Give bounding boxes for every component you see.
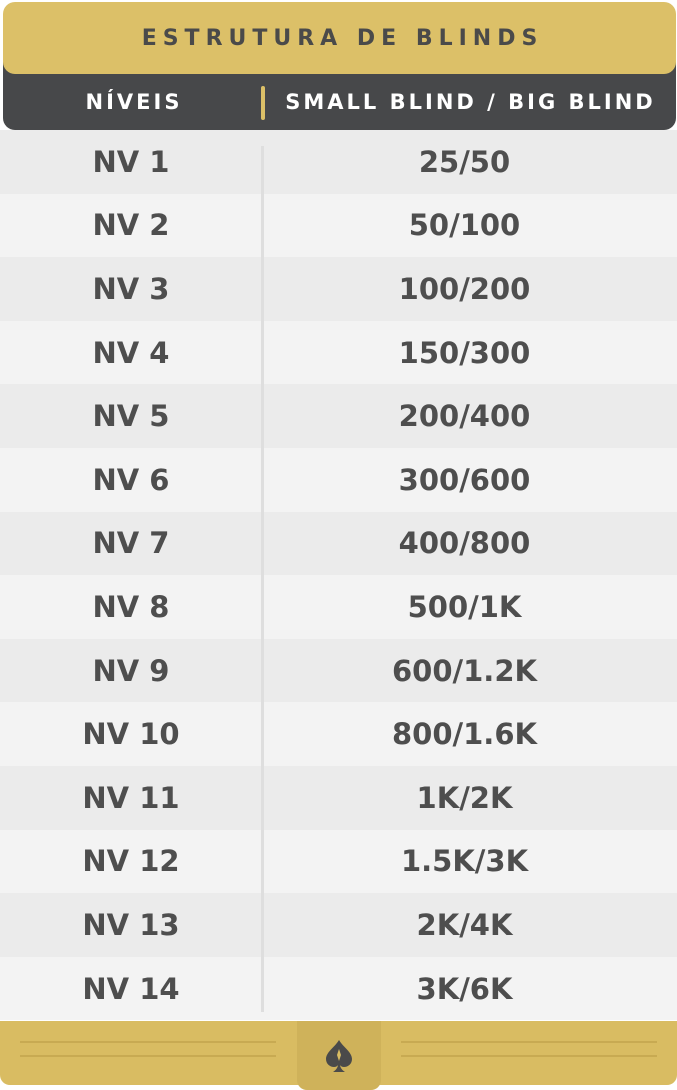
level-cell: NV 13 [82,907,180,942]
table-row [0,130,677,194]
blinds-cell: 2K/4K [416,907,513,942]
table-row [0,830,677,894]
page-title: ESTRUTURA DE BLINDS [141,25,544,51]
blinds-cell: 150/300 [398,335,531,370]
blinds-table [0,130,677,1020]
blinds-cell: 1K/2K [416,780,513,815]
table-row [0,957,677,1021]
level-cell: NV 14 [82,971,180,1006]
blinds-cell: 25/50 [418,144,511,179]
table-row [0,702,677,766]
table-row [0,639,677,703]
level-cell: NV 2 [92,208,170,243]
blinds-cell: 400/800 [398,526,531,561]
table-row [0,512,677,576]
level-cell: NV 1 [92,144,170,179]
level-cell: NV 8 [92,589,170,624]
blinds-cell: 600/1.2K [392,653,537,688]
level-cell: NV 6 [92,462,170,497]
table-row [0,893,677,957]
level-cell: NV 12 [82,844,180,879]
blinds-cell: 300/600 [398,462,531,497]
table-row [0,575,677,639]
level-cell: NV 4 [92,335,170,370]
table-row [0,321,677,385]
table-row [0,257,677,321]
blinds-cell: 500/1K [407,589,522,624]
spade-icon [324,1038,354,1074]
table-row [0,194,677,258]
footer-line [401,1055,657,1057]
footer-line [20,1055,276,1057]
footer-line [20,1041,276,1043]
table-row [0,448,677,512]
footer-badge [297,1021,381,1090]
level-cell: NV 7 [92,526,170,561]
column-header-blinds: SMALL BLIND / BIG BLIND [285,90,656,114]
blinds-cell: 1.5K/3K [400,844,529,879]
column-divider [261,146,264,1012]
level-cell: NV 3 [92,271,170,306]
column-header-levels: NÍVEIS [85,90,183,114]
blinds-cell: 3K/6K [416,971,513,1006]
blinds-cell: 200/400 [398,399,531,434]
title-bar [3,2,676,74]
level-cell: NV 9 [92,653,170,688]
blinds-cell: 100/200 [398,271,531,306]
blinds-cell: 800/1.6K [392,717,537,752]
table-row [0,384,677,448]
level-cell: NV 11 [82,780,180,815]
footer-line [401,1041,657,1043]
level-cell: NV 10 [82,717,180,752]
footer [0,1021,677,1085]
table-row [0,766,677,830]
level-cell: NV 5 [92,399,170,434]
blinds-cell: 50/100 [408,208,521,243]
